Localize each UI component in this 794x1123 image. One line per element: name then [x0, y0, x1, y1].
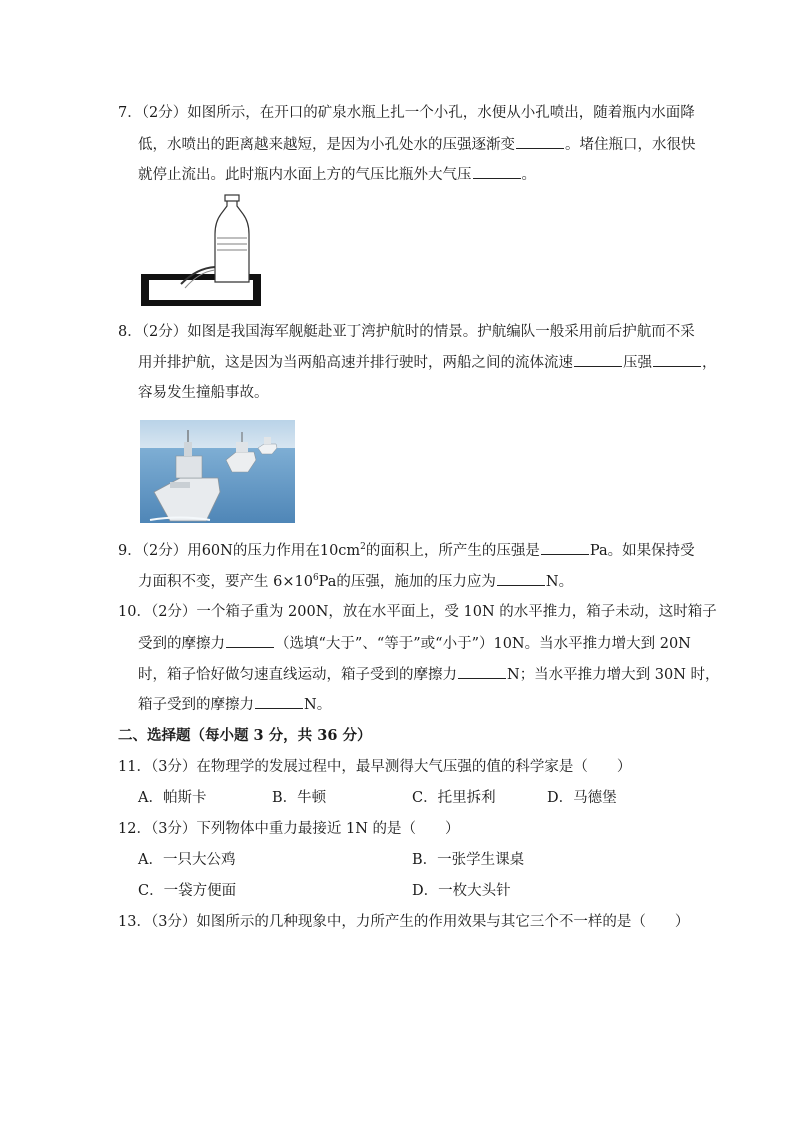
- q13-stem: 13．（3分）如图所示的几种现象中，力所产生的作用效果与其它三个不一样的是（ ）: [118, 914, 690, 930]
- answer-blank: [226, 633, 274, 648]
- answer-blank: [574, 352, 622, 367]
- q8-line-1: 8．（2分）如图是我国海军舰艇赴亚丁湾护航时的情景。护航编队一般采用前后护航而不采: [118, 324, 695, 340]
- q7-line3-text-b: 。: [521, 167, 536, 183]
- answer-blank: [497, 571, 545, 586]
- q11-option-a: A．帕斯卡: [138, 790, 207, 806]
- q7-line-2: [138, 134, 696, 155]
- answer-blank: [458, 664, 506, 679]
- q7-line-3: [138, 164, 536, 185]
- section-title: 二、选择题（每小题 3 分，共 36 分）: [118, 727, 372, 744]
- q12-option-c: C．一袋方便面: [138, 883, 237, 899]
- q10-line-2: [138, 633, 691, 654]
- answer-blank: [255, 694, 303, 709]
- answer-blank: [541, 540, 589, 555]
- q10-line4-text-a: 箱子受到的摩擦力: [138, 697, 254, 713]
- q12-option-d: D．一枚大头针: [412, 883, 511, 899]
- q10-line3-text-a: 时，箱子恰好做匀速直线运动，箱子受到的摩擦力: [138, 667, 457, 683]
- answer-blank: [653, 352, 701, 367]
- q10-line-4: [138, 694, 331, 715]
- q9-line1-text-b: 的面积上，所产生的压强是: [365, 543, 540, 559]
- q10-line2-text-a: 受到的摩擦力: [138, 636, 225, 652]
- q8-line2-text-b: 压强: [623, 355, 652, 371]
- answer-blank: [516, 134, 564, 149]
- q10-line2-text-b: （选填“大于”、“等于”或“小于”）10N。当水平推力增大到 20N: [275, 636, 691, 652]
- water-bottle-figure: [139, 194, 269, 308]
- answer-blank: [473, 164, 521, 179]
- q10-line-3: [138, 664, 720, 685]
- q7-line2-text-b: 。堵住瓶口，水很快: [565, 137, 696, 153]
- q9-line2-text-c: N。: [545, 574, 574, 590]
- q7-line2-text-a: 低，水喷出的距离越来越短，是因为小孔处水的压强逐渐变: [138, 137, 515, 153]
- q8-line2-text-a: 用并排护航，这是因为当两船高速并排行驶时，两船之间的流体流速: [138, 355, 573, 371]
- q7-line3-text-a: 就停止流出。此时瓶内水面上方的气压比瓶外大气压: [138, 167, 472, 183]
- q10-line3-text-b: N；当水平推力增大到 30N 时，: [507, 667, 720, 683]
- q12-option-a: A．一只大公鸡: [138, 852, 236, 868]
- q9-line2-superscript: 6: [312, 573, 319, 583]
- q8-line-2: [138, 352, 717, 373]
- q10-line-1: 10．（2分）一个箱子重为 200N，放在水平面上，受 10N 的水平推力，箱子未动，这时箱子: [118, 604, 717, 620]
- naval-ships-photo: [140, 420, 295, 523]
- q11-stem: 11．（3分）在物理学的发展过程中，最早测得大气压强的值的科学家是（ ）: [118, 759, 632, 775]
- q11-option-c: C．托里拆利: [412, 790, 496, 806]
- q7-line-1: 7．（2分）如图所示，在开口的矿泉水瓶上扎一个小孔，水便从小孔喷出，随着瓶内水面降: [118, 105, 695, 121]
- q9-line1-text-a: 9．（2分）用60N的压力作用在10cm: [118, 543, 361, 559]
- q10-line4-text-b: N。: [304, 697, 332, 713]
- q9-line2-text-b: Pa的压强，施加的压力应为: [318, 574, 496, 590]
- q11-option-b: B．牛顿: [272, 790, 327, 806]
- q9-line-1: [118, 540, 695, 561]
- q8-line-3: 容易发生撞船事故。: [138, 385, 269, 401]
- q11-option-d: D．马德堡: [547, 790, 617, 806]
- q9-line1-superscript: 2: [360, 542, 366, 552]
- q9-line2-text-a: 力面积不变，要产生 6×10: [138, 574, 313, 590]
- q9-line1-text-c: Pa。如果保持受: [589, 543, 695, 559]
- q12-stem: 12．（3分）下列物体中重力最接近 1N 的是（ ）: [118, 821, 460, 837]
- q9-line-2: [138, 571, 573, 592]
- q8-line2-text-c: ，: [702, 355, 717, 371]
- q12-option-b: B．一张学生课桌: [412, 852, 525, 868]
